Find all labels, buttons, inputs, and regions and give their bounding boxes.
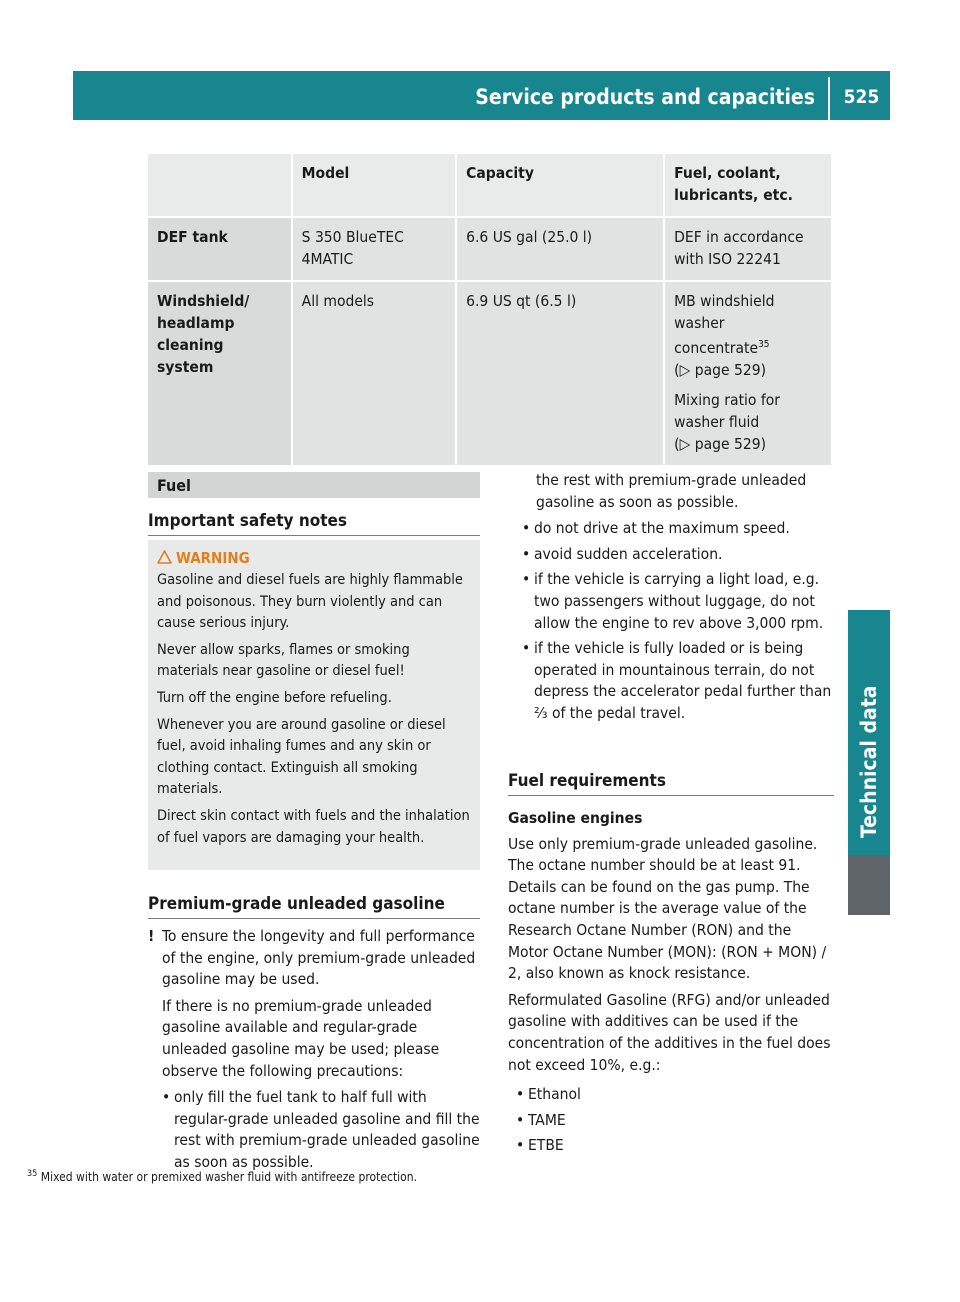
row-name: Windshield/ headlamp cleaning system [148,282,293,467]
heading-premium-gasoline: Premium-grade unleaded gasoline [148,893,480,919]
row-fluid [665,282,833,467]
list-item-continuation: the rest with premium-grade unleaded gasoline as soon as possible. [536,471,807,511]
list-item: • avoid sudden acceleration. [522,544,834,566]
list-item: • if the vehicle is carrying a light load, e.g. two passengers without luggage, do not allow the engine to rev above 3,000 rpm. [522,569,834,634]
fluid-text: Mixing ratio for washer fluid [674,391,781,432]
warning-paragraph: Direct skin contact with fuels and the inhalation of fuel vapors are damaging your health. [157,807,470,846]
warning-box [148,540,480,870]
warning-paragraph: Whenever you are around gasoline or diesel fuel, avoid inhaling fumes and any skin or clothing contact. Extinguish all smoking materials. [157,716,446,798]
row-capacity: 6.9 US qt (6.5 l) [457,282,665,467]
page-ref-link[interactable]: (▷ page 529) [674,361,767,380]
list-item: • only fill the fuel tank to half full with regular-grade unleaded gasoline and fill the rest with premium-grade unleaded gasoline as soon as possible. [162,1087,480,1129]
note-text: To ensure the longevity and full performance of the engine, only premium-grade unleaded gasoline may be used. [162,927,476,989]
list-item: • if the vehicle is fully loaded or is being operated in mountainous terrain, do not depress the accelerator pedal further than ⅔ of the pedal travel. [522,638,834,724]
warning-title: WARNING [176,549,250,567]
header-divider [828,77,830,120]
row-name: DEF tank [148,218,293,282]
note-text-2: If there is no premium-grade unleaded gasoline available and regular-grade unleaded gasoline may be used; please observe the following precautions: [162,996,440,1080]
heading-safety-notes: Important safety notes [148,510,480,536]
list-item: • TAME [516,1110,834,1132]
header-title: Service products and capacities [475,85,815,109]
row-model: S 350 BlueTEC 4MATIC [293,218,457,282]
heading-gasoline-engines: Gasoline engines [508,809,643,827]
table-header-model: Model [293,154,457,218]
table-header-capacity: Capacity [457,154,665,218]
list-item: • do not drive at the maximum speed. [522,518,834,540]
premium-note [148,926,480,1171]
table-header-row [148,154,833,218]
page-ref-link[interactable]: (▷ page 529) [674,435,767,454]
list-item: • Ethanol [516,1084,834,1106]
row-fluid: DEF in accordance with ISO 22241 [665,218,833,282]
list-item: • ETBE [516,1135,834,1157]
warning-paragraph: Never allow sparks, flames or smoking materials near gasoline or diesel fuel! [157,641,410,680]
gasoline-engines-section [508,808,834,1161]
row-capacity: 6.6 US gal (25.0 l) [457,218,665,282]
heading-fuel-requirements: Fuel requirements [508,770,834,796]
gasoline-paragraph: Use only premium-grade unleaded gasoline. The octane number should be at least 91. Details can be found on the gas pump. The octane number is the average value of the Research Octane Number (RON) and the Motor Octane Number (MON): (RON + MON) / 2, also known as knock resistance. [508,834,827,983]
additives-paragraph: Reformulated Gasoline (RFG) and/or unleaded gasoline with additives can be used if the concentration of the additives in the fuel does not exceed 10%, e.g.: [508,990,831,1074]
warning-paragraph: Turn off the engine before refueling. [157,689,392,706]
side-tab-label: Technical data [857,685,881,839]
fluid-text: MB windshield washer concentrate [674,292,775,358]
table-header-fluids: Fuel, coolant, lubricants, etc. [665,154,833,218]
section-bar-fuel: Fuel [148,472,480,498]
precautions-continued [508,470,834,729]
capacities-table [148,154,833,467]
table-row [148,218,833,282]
row-model: All models [293,282,457,467]
warning-paragraph: Gasoline and diesel fuels are highly flammable and poisonous. They burn violently and can cause serious injury. [157,572,463,632]
warning-header [157,548,472,568]
footnote [27,1166,727,1185]
footnote-ref: 35 [758,339,770,350]
note-exclamation-icon: ! [148,927,155,945]
footnote-number: 35 [27,1169,38,1179]
warning-triangle-icon [157,550,172,564]
footnote-text: Mixed with water or premixed washer fluid with antifreeze protection. [40,1170,418,1184]
table-header-empty [148,154,293,218]
table-row [148,282,833,467]
page-number: 525 [843,86,880,108]
page-header [73,71,890,120]
side-tab-marker [848,855,890,915]
